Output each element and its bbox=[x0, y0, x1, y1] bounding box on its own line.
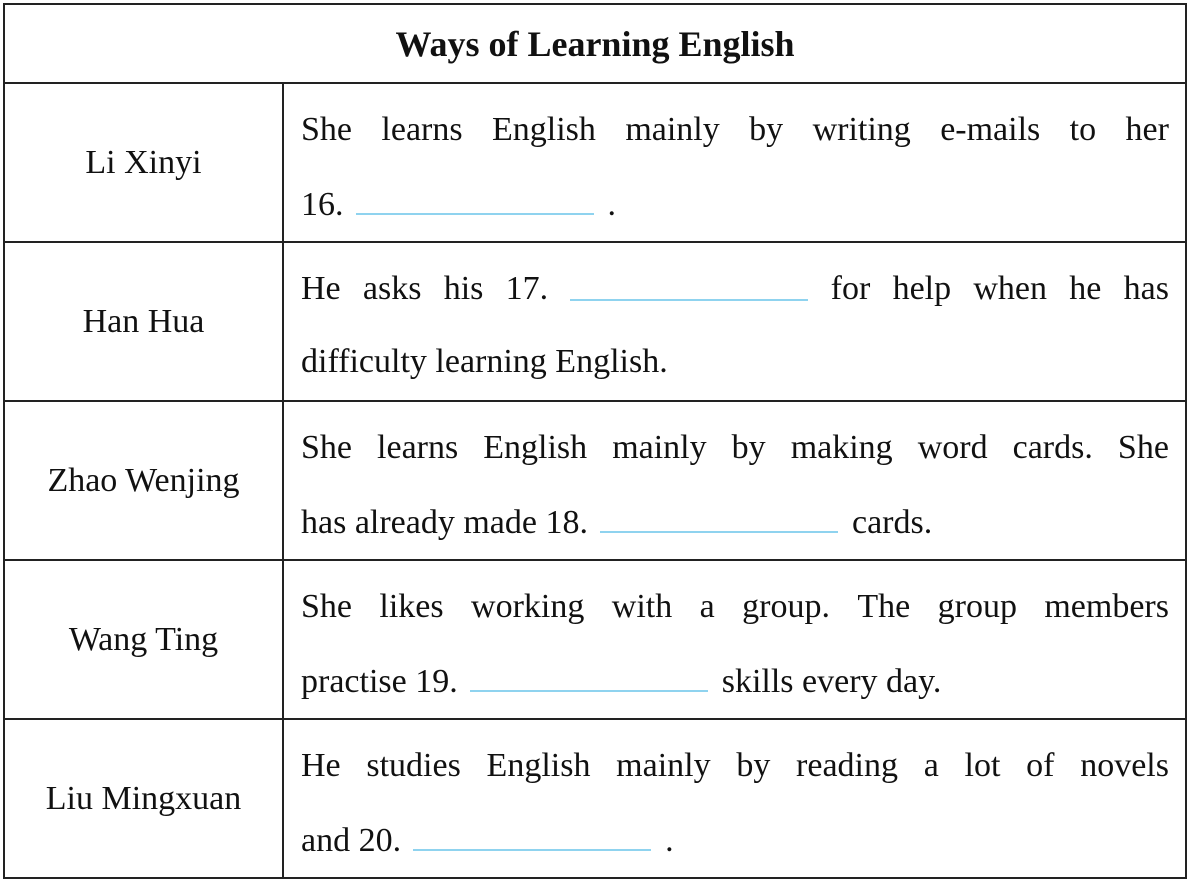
table-row bbox=[5, 84, 1185, 243]
word: he bbox=[1069, 270, 1102, 307]
word: cards. bbox=[1012, 429, 1093, 466]
description-cell bbox=[284, 243, 1185, 400]
line-text: and 20. bbox=[301, 822, 402, 859]
description-line-1 bbox=[301, 428, 1169, 468]
word: her bbox=[1125, 111, 1169, 148]
description-line-1 bbox=[301, 587, 1169, 627]
word: group. bbox=[742, 588, 830, 625]
description-line-2 bbox=[301, 819, 1169, 859]
word: for bbox=[830, 270, 871, 307]
description-line-1 bbox=[301, 269, 1169, 309]
word: asks bbox=[362, 270, 422, 307]
table-row bbox=[5, 720, 1185, 877]
description-line-1 bbox=[301, 746, 1169, 786]
line-text: cards. bbox=[852, 504, 933, 541]
word: She bbox=[301, 588, 352, 625]
word: novels bbox=[1080, 747, 1169, 784]
word: learns bbox=[377, 429, 459, 466]
student-name: Zhao Wenjing bbox=[5, 402, 284, 559]
answer-blank-20[interactable] bbox=[413, 819, 651, 851]
student-name: Liu Mingxuan bbox=[5, 720, 284, 877]
word: making bbox=[790, 429, 893, 466]
answer-blank-19[interactable] bbox=[470, 660, 708, 692]
description-cell bbox=[284, 84, 1185, 241]
answer-blank-16[interactable] bbox=[356, 183, 594, 215]
description-cell bbox=[284, 561, 1185, 718]
word: 17. bbox=[505, 270, 549, 307]
word: learns bbox=[381, 111, 463, 148]
word: He bbox=[301, 270, 341, 307]
description-cell bbox=[284, 720, 1185, 877]
description-line-2 bbox=[301, 501, 1169, 541]
line-text: skills every day. bbox=[721, 663, 942, 700]
word: a bbox=[923, 747, 939, 784]
table-row bbox=[5, 402, 1185, 561]
word: by bbox=[731, 429, 766, 466]
word: e-mails bbox=[940, 111, 1041, 148]
word: his bbox=[443, 270, 484, 307]
line-text: difficulty learning English. bbox=[301, 343, 668, 380]
word: group bbox=[937, 588, 1017, 625]
word: has bbox=[1123, 270, 1169, 307]
word: He bbox=[301, 747, 341, 784]
word: mainly bbox=[616, 747, 711, 784]
word: mainly bbox=[625, 111, 720, 148]
word: studies bbox=[366, 747, 461, 784]
word: word bbox=[917, 429, 988, 466]
word: by bbox=[736, 747, 771, 784]
student-name: Li Xinyi bbox=[5, 84, 284, 241]
word: help bbox=[892, 270, 952, 307]
answer-blank-18[interactable] bbox=[600, 501, 838, 533]
word: mainly bbox=[612, 429, 707, 466]
line-text: practise 19. bbox=[301, 663, 458, 700]
word: lot bbox=[964, 747, 1001, 784]
line-text: 16. bbox=[301, 186, 344, 223]
student-name: Han Hua bbox=[5, 243, 284, 400]
table-title: Ways of Learning English bbox=[5, 5, 1185, 84]
line-text: . bbox=[665, 822, 674, 859]
description-cell bbox=[284, 402, 1185, 559]
student-name: Wang Ting bbox=[5, 561, 284, 718]
word: to bbox=[1069, 111, 1097, 148]
word: She bbox=[301, 111, 352, 148]
line-text: . bbox=[607, 186, 616, 223]
word: with bbox=[611, 588, 673, 625]
worksheet-table bbox=[3, 3, 1187, 879]
description-line-1 bbox=[301, 110, 1169, 150]
word: working bbox=[471, 588, 585, 625]
description-line-2 bbox=[301, 342, 1169, 382]
table-row bbox=[5, 561, 1185, 720]
word: English bbox=[486, 747, 591, 784]
word: English bbox=[483, 429, 588, 466]
word: members bbox=[1044, 588, 1169, 625]
word: reading bbox=[796, 747, 898, 784]
word: of bbox=[1026, 747, 1055, 784]
word: likes bbox=[379, 588, 444, 625]
line-text: has already made 18. bbox=[301, 504, 588, 541]
word: She bbox=[301, 429, 352, 466]
description-line-2 bbox=[301, 183, 1169, 223]
description-line-2 bbox=[301, 660, 1169, 700]
word: The bbox=[857, 588, 911, 625]
word: when bbox=[973, 270, 1048, 307]
table-row bbox=[5, 243, 1185, 402]
word: a bbox=[699, 588, 715, 625]
word: She bbox=[1117, 429, 1169, 466]
answer-blank-17[interactable] bbox=[570, 269, 808, 301]
word: by bbox=[749, 111, 784, 148]
word: English bbox=[492, 111, 596, 148]
word: writing bbox=[812, 111, 911, 148]
